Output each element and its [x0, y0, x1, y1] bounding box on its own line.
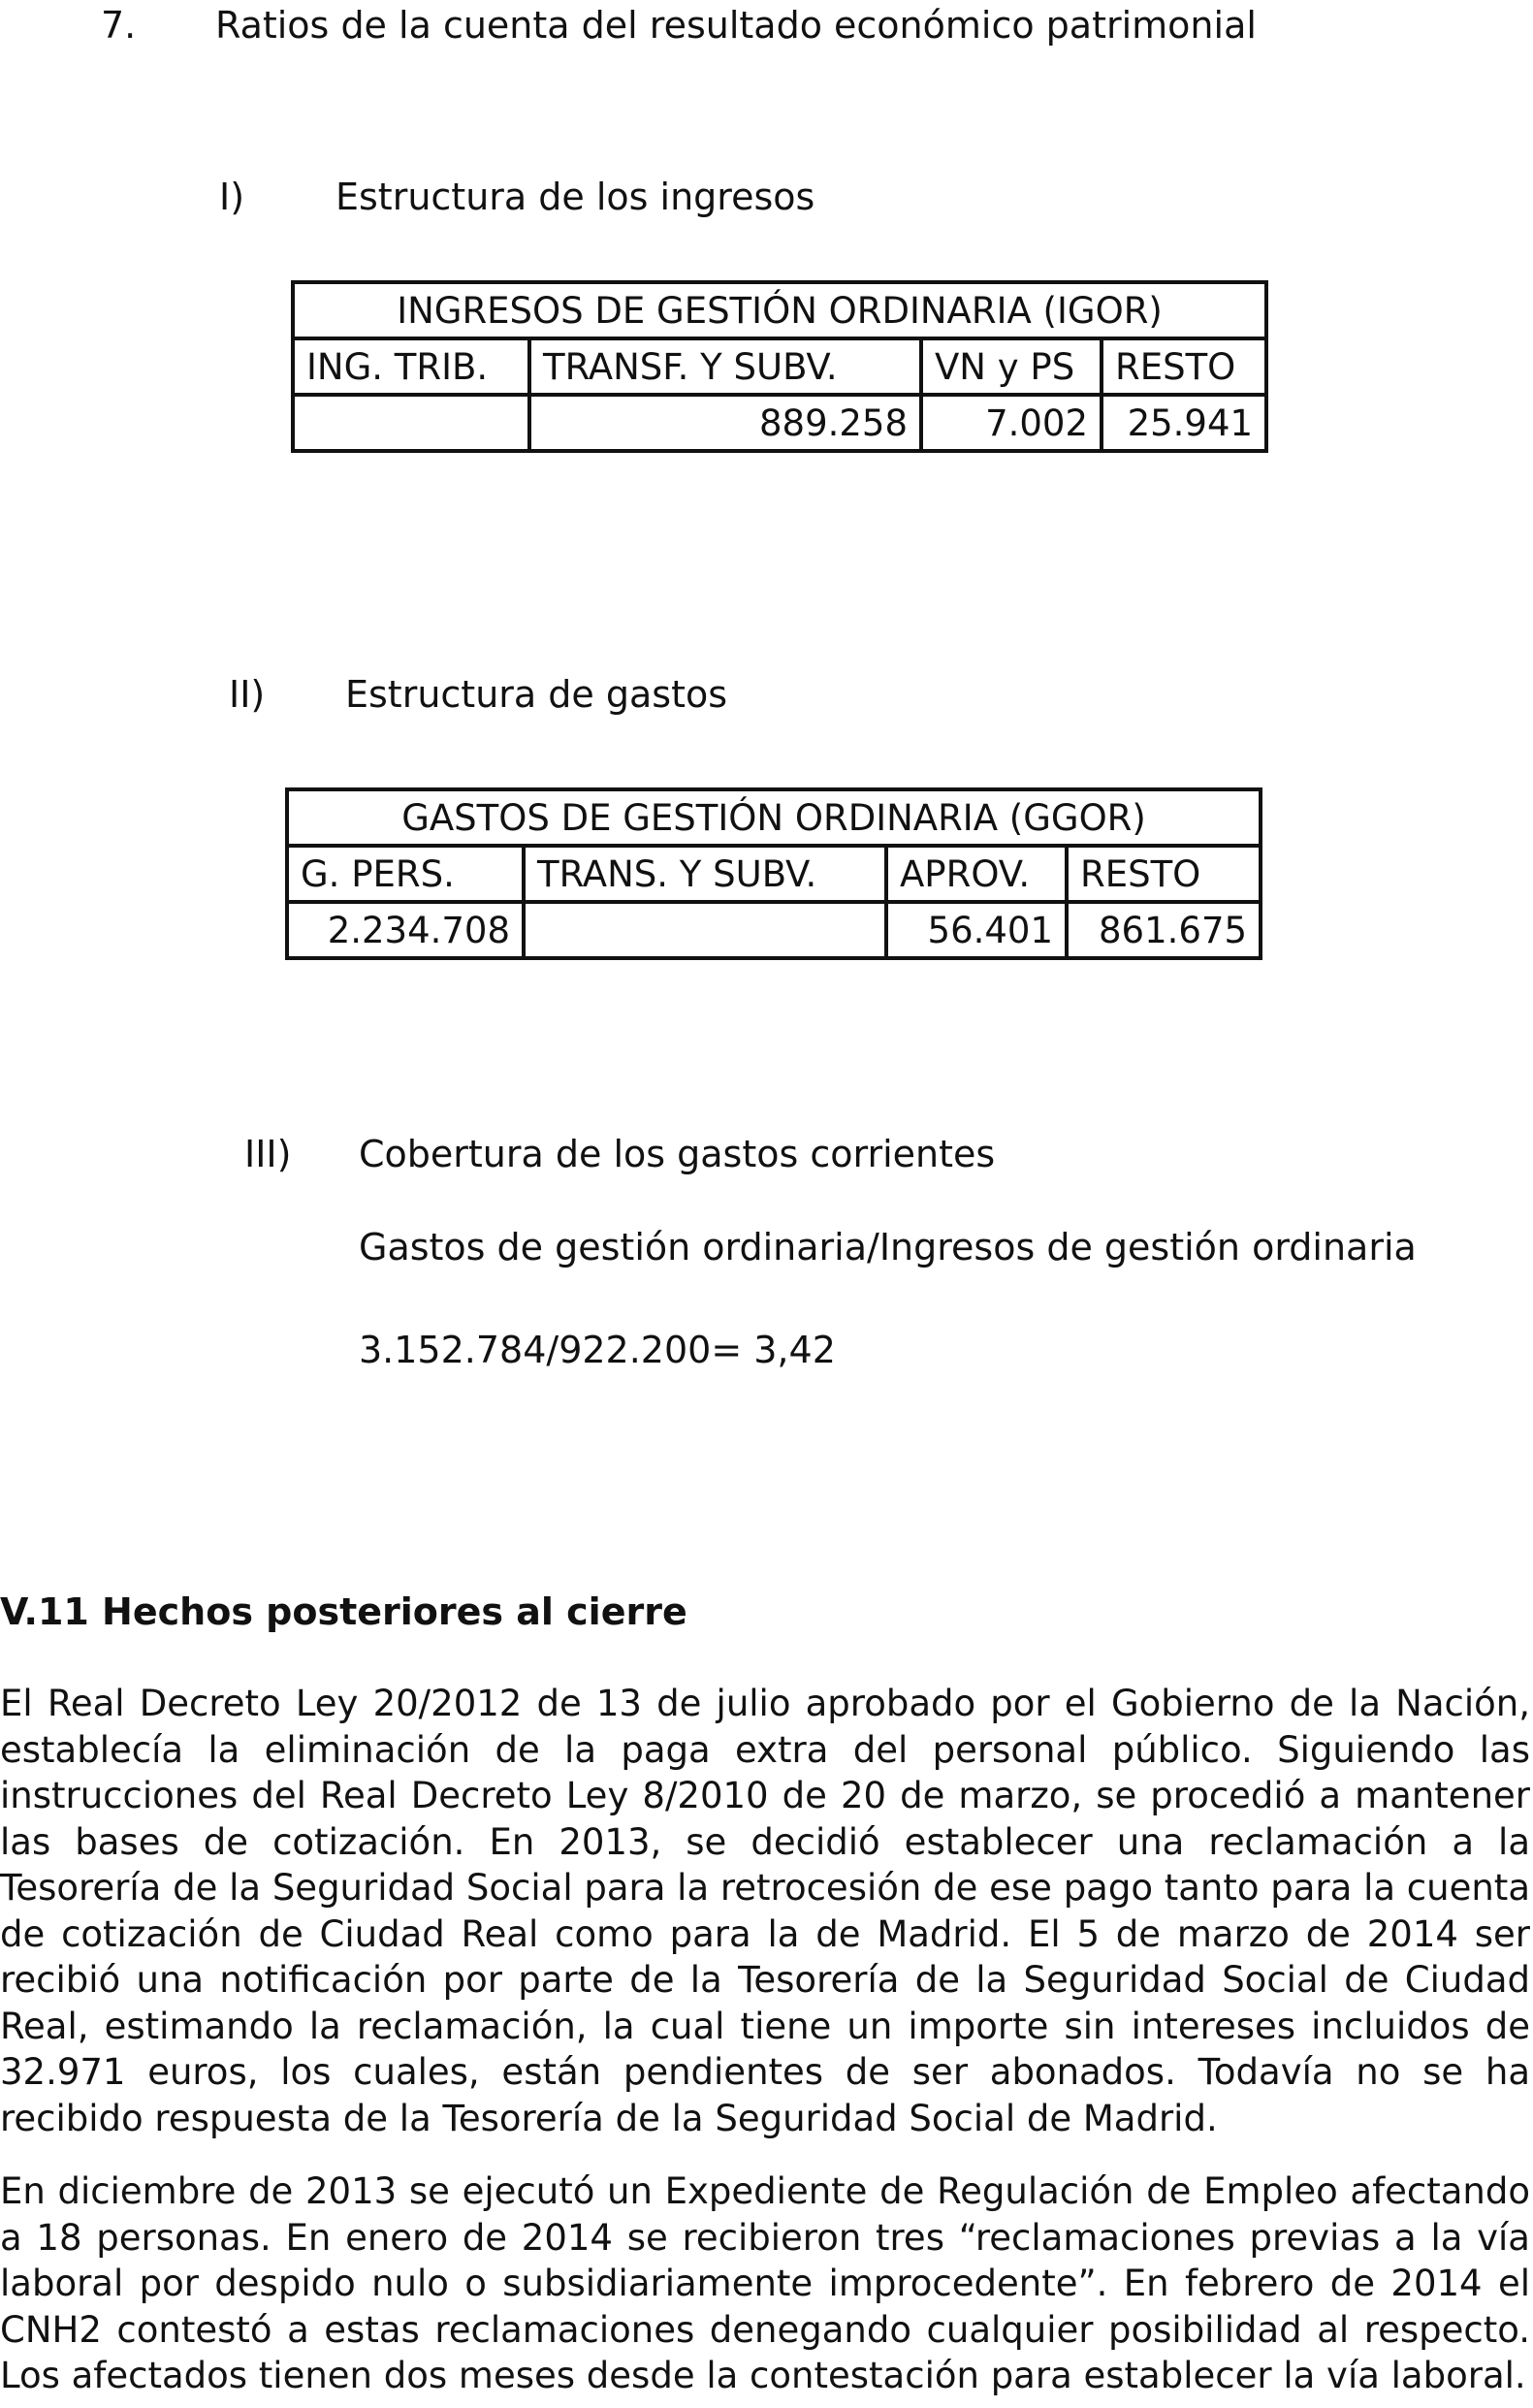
paragraph-line: Tesorería de la Seguridad Social para la retrocesión de ese pago tanto para la cuenta — [0, 1867, 1530, 1909]
expenses-table — [285, 787, 1262, 960]
income-value-cell: 889.258 — [529, 395, 921, 451]
income-header-cell: VN y PS — [921, 338, 1102, 395]
section-v11-heading: V.11 Hechos posteriores al cierre — [0, 1590, 687, 1633]
expenses-header-cell: RESTO — [1067, 846, 1261, 902]
paragraph-2 — [0, 2168, 1530, 2399]
paragraph-line: a 18 personas. En enero de 2014 se recibieron tres “reclamaciones previas a la vía — [0, 2216, 1530, 2259]
expenses-value-cell: 56.401 — [886, 902, 1067, 958]
income-header-cell: TRANSF. Y SUBV. — [529, 338, 921, 395]
coverage-numeral: III) — [244, 1133, 292, 1175]
income-header-cell: RESTO — [1102, 338, 1266, 395]
expenses-header-cell: G. PERS. — [287, 846, 524, 902]
expenses-value-cell — [524, 902, 886, 958]
paragraph-line: establecía la eliminación de la paga extra del personal público. Siguiendo las — [0, 1728, 1530, 1771]
expenses-value-cell: 861.675 — [1067, 902, 1261, 958]
paragraph-line: El Real Decreto Ley 20/2012 de 13 de julio aprobado por el Gobierno de la Nación, — [0, 1683, 1530, 1724]
paragraph-line: Los afectados tienen dos meses desde la contestación para establecer la vía laboral. — [0, 2355, 1526, 2396]
income-value-cell: 7.002 — [921, 395, 1102, 451]
paragraph-line: recibió una notificación por parte de la Tesorería de la Seguridad Social de Ciudad — [0, 1959, 1530, 2001]
income-table-title: INGRESOS DE GESTIÓN ORDINARIA (IGOR) — [293, 282, 1266, 338]
coverage-title: Cobertura de los gastos corrientes — [359, 1133, 996, 1175]
income-value-cell — [293, 395, 529, 451]
paragraph-line: CNH2 contestó a estas reclamaciones denegando cualquier posibilidad al respecto. — [0, 2308, 1530, 2351]
expenses-numeral: II) — [229, 673, 266, 716]
coverage-formula: Gastos de gestión ordinaria/Ingresos de gestión ordinaria — [359, 1226, 1417, 1268]
paragraph-1 — [0, 1681, 1530, 2141]
section-number: 7. — [101, 4, 137, 47]
income-value-cell: 25.941 — [1102, 395, 1266, 451]
expenses-table-title: GASTOS DE GESTIÓN ORDINARIA (GGOR) — [287, 789, 1261, 846]
coverage-result: 3.152.784/922.200= 3,42 — [359, 1329, 836, 1371]
expenses-title: Estructura de gastos — [345, 673, 728, 716]
expenses-header-cell: APROV. — [886, 846, 1067, 902]
income-table — [291, 280, 1268, 453]
paragraph-line: recibido respuesta de la Tesorería de la Seguridad Social de Madrid. — [0, 2097, 1218, 2139]
income-header-cell: ING. TRIB. — [293, 338, 529, 395]
paragraph-line: instrucciones del Real Decreto Ley 8/2010 de 20 de marzo, se procedió a mantener — [0, 1775, 1530, 1816]
paragraph-line: 32.971 euros, los cuales, están pendientes de ser abonados. Todavía no se ha — [0, 2051, 1530, 2093]
paragraph-line: En diciembre de 2013 se ejecutó un Expediente de Regulación de Empleo afectando — [0, 2170, 1530, 2212]
income-numeral: I) — [219, 176, 245, 218]
income-title: Estructura de los ingresos — [335, 176, 815, 218]
paragraph-line: laboral por despido nulo o subsidiariamente improcedente”. En febrero de 2014 el — [0, 2263, 1530, 2304]
section-title: Ratios de la cuenta del resultado económico patrimonial — [215, 4, 1257, 47]
expenses-value-cell: 2.234.708 — [287, 902, 524, 958]
paragraph-line: Real, estimando la reclamación, la cual tiene un importe sin intereses incluidos de — [0, 2005, 1530, 2047]
paragraph-line: las bases de cotización. En 2013, se decidió establecer una reclamación a la — [0, 1820, 1530, 1863]
expenses-header-cell: TRANS. Y SUBV. — [524, 846, 886, 902]
paragraph-line: de cotización de Ciudad Real como para la de Madrid. El 5 de marzo de 2014 ser — [0, 1912, 1530, 1955]
